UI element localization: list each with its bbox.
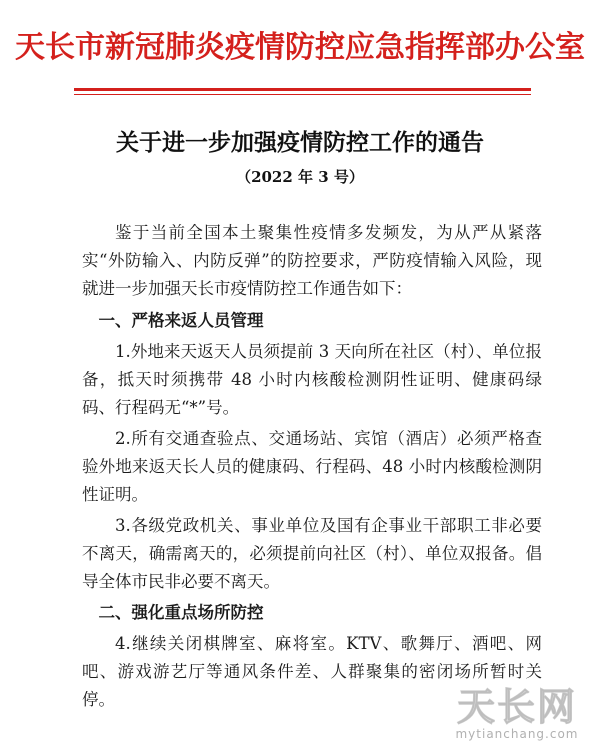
section1-item-1: 1.外地来天返天人员须提前 3 天向所在社区（村）、单位报备，抵天时须携带 48 小时内核酸检测阴性证明、健康码绿码、行程码无“*”号。 — [82, 342, 542, 417]
section-heading-2: 二、强化重点场所防控 — [98, 603, 264, 622]
watermark-logo: 天长网 — [456, 685, 577, 729]
section-heading-1: 一、严格来返人员管理 — [98, 311, 264, 330]
red-divider-thin — [74, 94, 531, 95]
intro-paragraph: 鉴于当前全国本土聚集性疫情多发频发，为从严从紧落实“外防输入、内防反弹”的防控要求，严防疫情输入风险，现就进一步加强天长市疫情防控工作通告如下： — [82, 223, 542, 298]
watermark-url: mytianchang.com — [455, 727, 579, 741]
red-divider-thick — [74, 88, 531, 91]
notice-number: （2022 年 3 号） — [236, 168, 364, 186]
notice-body — [82, 219, 542, 717]
section1-item-2: 2.所有交通查验点、交通场站、宾馆（酒店）必须严格查验外地来返天长人员的健康码、行程码、48 小时内核酸检测阴性证明。 — [82, 429, 542, 504]
site-watermark — [442, 687, 592, 741]
section1-item-3: 3.各级党政机关、事业单位及国有企事业干部职工非必要不离天，确需离天的，必须提前向社区（村）、单位双报备。倡导全体市民非必要不离天。 — [82, 516, 542, 591]
notice-title: 关于进一步加强疫情防控工作的通告 — [116, 129, 484, 156]
issuing-office-header: 天长市新冠肺炎疫情防控应急指挥部办公室 — [15, 30, 585, 65]
section2-item-4: 4.继续关闭棋牌室、麻将室。KTV、歌舞厅、酒吧、网吧、游戏游艺厅等通风条件差、人群聚集的密闭场所暂时关停。 — [82, 634, 542, 709]
